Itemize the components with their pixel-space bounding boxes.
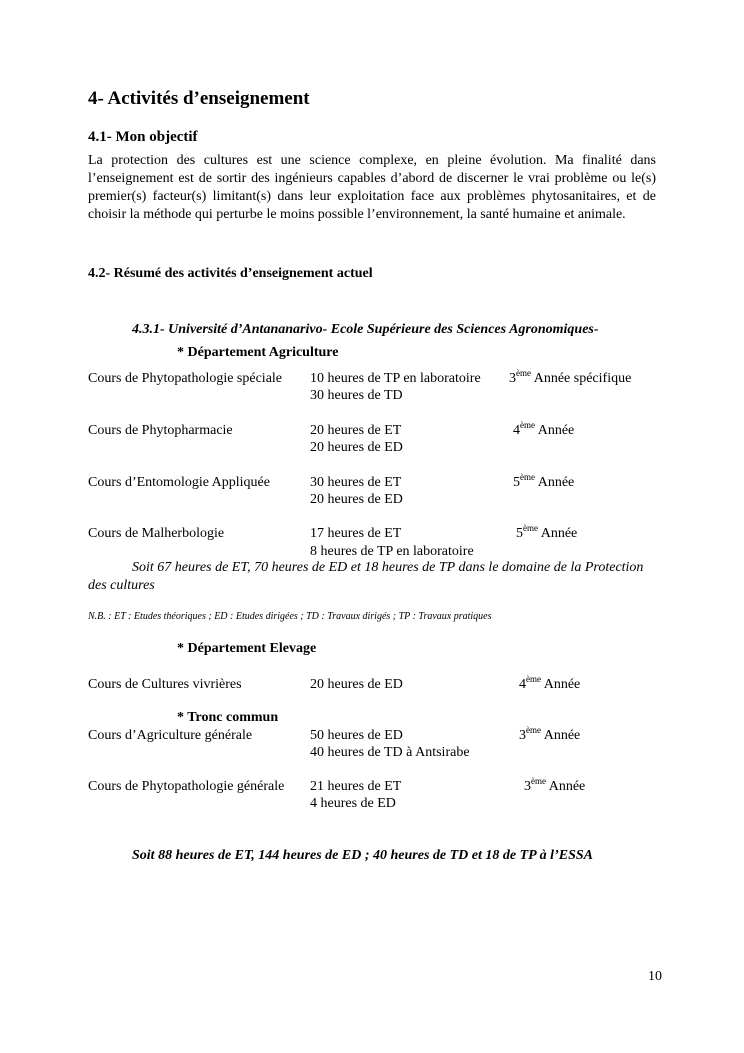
course-year: 3ème Année spécifique bbox=[509, 368, 632, 386]
course-name: Cours de Phytopathologie générale bbox=[88, 779, 285, 794]
course-name: Cours d’Agriculture générale bbox=[88, 728, 253, 743]
page-number: 10 bbox=[648, 969, 662, 984]
course-hours: 20 heures de ED bbox=[310, 677, 403, 692]
department-elevage-label: * Département Elevage bbox=[177, 641, 317, 656]
course-year: 3ème Année bbox=[524, 776, 586, 794]
department-agriculture-label: * Département Agriculture bbox=[177, 345, 339, 360]
course-hours: 20 heures de ET bbox=[310, 423, 402, 438]
abbreviations-note: N.B. : ET : Etudes théoriques ; ED : Etudes dirigées ; TD : Travaux dirigés ; TP : Travaux pratiques bbox=[88, 611, 492, 622]
course-name: Cours de Malherbologie bbox=[88, 526, 225, 541]
course-year: 5ème Année bbox=[516, 523, 578, 541]
course-year: 4ème Année bbox=[519, 674, 581, 692]
course-name: Cours d’Entomologie Appliquée bbox=[88, 475, 270, 490]
section-title: 4- Activités d’enseignement bbox=[88, 88, 310, 109]
course-hours: 30 heures de ET bbox=[310, 475, 402, 490]
objective-paragraph: La protection des cultures est une science complexe, en pleine évolution. Ma finalité dans l’enseignement est de sortir des ingénieurs capables d’abord de discerner le vrai problème ou le(s) premier(s) facteur(s) limitant(s) dans leur exploitation face aux problèmes phytosanitaires, et de choisir la méthode qui perturbe le moins possible l’environnement, la santé humaine et animale. bbox=[88, 153, 656, 222]
course-name: Cours de Phytopharmacie bbox=[88, 423, 233, 438]
course-hours: 20 heures de ED bbox=[310, 492, 403, 507]
summary-heading: 4.2- Résumé des activités d’enseignement actuel bbox=[88, 266, 373, 281]
course-name: Cours de Phytopathologie spéciale bbox=[88, 371, 283, 386]
course-year: 5ème Année bbox=[513, 472, 575, 490]
course-year: 3ème Année bbox=[519, 725, 581, 743]
final-summary: Soit 88 heures de ET, 144 heures de ED ; 40 heures de TD et 18 de TP à l’ESSA bbox=[132, 848, 593, 863]
course-hours: 8 heures de TP en laboratoire bbox=[310, 544, 474, 559]
agriculture-summary: Soit 67 heures de ET, 70 heures de ED et 18 heures de TP dans le domaine de la Protection des cultures bbox=[88, 560, 644, 593]
university-heading: 4.3.1- Université d’Antananarivo- Ecole Supérieure des Sciences Agronomiques- bbox=[132, 322, 599, 337]
course-hours: 17 heures de ET bbox=[310, 526, 402, 541]
course-hours: 20 heures de ED bbox=[310, 440, 403, 455]
course-hours: 40 heures de TD à Antsirabe bbox=[310, 745, 470, 760]
course-hours: 10 heures de TP en laboratoire bbox=[310, 371, 481, 386]
course-year: 4ème Année bbox=[513, 420, 575, 438]
course-hours: 30 heures de TD bbox=[310, 388, 403, 403]
course-hours: 50 heures de ED bbox=[310, 728, 403, 743]
tronc-commun-label: * Tronc commun bbox=[177, 710, 279, 725]
objective-heading: 4.1- Mon objectif bbox=[88, 129, 198, 145]
course-name: Cours de Cultures vivrières bbox=[88, 677, 242, 692]
course-hours: 21 heures de ET bbox=[310, 779, 402, 794]
course-hours: 4 heures de ED bbox=[310, 796, 396, 811]
